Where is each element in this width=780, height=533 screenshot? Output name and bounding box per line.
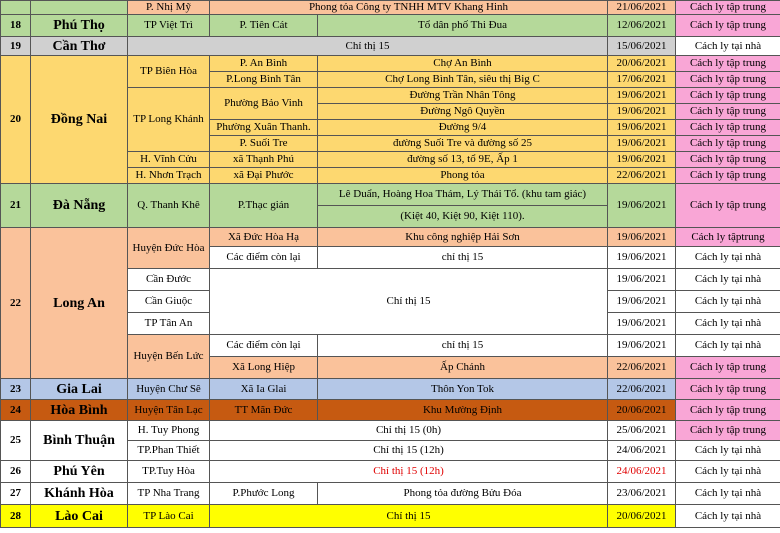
measure-cell: chỉ thị 15 (318, 335, 608, 357)
row-number: 20 (1, 56, 31, 184)
province-name: Bình Thuận (31, 421, 128, 461)
date-cell: 20/06/2021 (608, 56, 676, 72)
row-number: 22 (1, 228, 31, 379)
measure-cell: Đường 9/4 (318, 120, 608, 136)
measure-cell: Chỉ thị 15 (128, 37, 608, 56)
table-row (1, 1, 780, 15)
measure-cell: Phong tỏa đường Bửu Đóa (318, 483, 608, 505)
table-row (1, 483, 780, 505)
status-cell: Cách ly tập trung (676, 379, 780, 400)
status-cell: Cách ly tại nhà (676, 441, 780, 461)
district-cell: Cần Đước (128, 269, 210, 291)
row-number: 28 (1, 505, 31, 528)
status-cell: Cách ly tại nhà (676, 269, 780, 291)
date-cell: 19/06/2021 (608, 88, 676, 104)
province-name: Khánh Hòa (31, 483, 128, 505)
date-cell: 25/06/2021 (608, 421, 676, 441)
row-number: 23 (1, 379, 31, 400)
date-cell: 22/06/2021 (608, 357, 676, 379)
district-cell: TP.Tuy Hòa (128, 461, 210, 483)
status-cell: Cách ly tập trung (676, 15, 780, 37)
row-number: 18 (1, 15, 31, 37)
date-cell: 22/06/2021 (608, 168, 676, 184)
table-row (1, 379, 780, 400)
table-row (1, 505, 780, 528)
ward-cell: Các điểm còn lại (210, 335, 318, 357)
district-cell: TP Biên Hòa (128, 56, 210, 88)
district-cell: Q. Thanh Khê (128, 184, 210, 228)
table-row (1, 400, 780, 421)
district-cell: Huyện Bến Lức (128, 335, 210, 379)
date-cell: 24/06/2021 (608, 441, 676, 461)
district-cell: Cần Giuộc (128, 291, 210, 313)
ward-cell: Phường Bảo Vinh (210, 88, 318, 120)
district-cell: TP Tân An (128, 313, 210, 335)
district-cell: H. Vĩnh Cửu (128, 152, 210, 168)
row-number: 27 (1, 483, 31, 505)
date-cell: 19/06/2021 (608, 152, 676, 168)
row-number: 19 (1, 37, 31, 56)
date-cell: 24/06/2021 (608, 461, 676, 483)
measure-cell: Chỉ thị 15 (12h) (210, 441, 608, 461)
province-name: Phú Yên (31, 461, 128, 483)
ward-cell: P. Tiên Cát (210, 15, 318, 37)
ward-cell: P.Thạc gián (210, 184, 318, 228)
province-name: Đà Nẵng (31, 184, 128, 228)
status-cell: Cách ly tập trung (676, 400, 780, 421)
status-cell: Cách ly tập trung (676, 136, 780, 152)
row-number: 24 (1, 400, 31, 421)
status-cell: Cách ly tập trung (676, 152, 780, 168)
row-number: 26 (1, 461, 31, 483)
date-cell: 20/06/2021 (608, 400, 676, 421)
district-cell: TP Long Khánh (128, 88, 210, 152)
measure-cell: Phong tỏa (318, 168, 608, 184)
district-cell: TP Việt Trì (128, 15, 210, 37)
province-name: Phú Thọ (31, 15, 128, 37)
date-cell: 19/06/2021 (608, 313, 676, 335)
row-number: 21 (1, 184, 31, 228)
table-row (1, 15, 780, 37)
status-cell: Cách ly tại nhà (676, 505, 780, 528)
ward-cell: P. An Bình (210, 56, 318, 72)
province-name: Lào Cai (31, 505, 128, 528)
status-cell: Cách ly tập trung (676, 56, 780, 72)
date-cell: 21/06/2021 (608, 1, 676, 15)
status-cell: Cách ly tại nhà (676, 313, 780, 335)
status-cell: Cách ly tập trung (676, 168, 780, 184)
ward-cell: P. Nhị Mỹ (128, 1, 210, 15)
status-cell: Cách ly tập trung (676, 104, 780, 120)
date-cell: 22/06/2021 (608, 379, 676, 400)
table-row (1, 184, 780, 206)
status-cell: Cách ly tại nhà (676, 483, 780, 505)
measure-cell: Phong tỏa Công ty TNHH MTV Khang Hinh (210, 1, 608, 15)
measure-cell: Chợ An Bình (318, 56, 608, 72)
date-cell: 12/06/2021 (608, 15, 676, 37)
province-name: Long An (31, 228, 128, 379)
date-cell: 17/06/2021 (608, 72, 676, 88)
status-cell: Cách ly tập trung (676, 1, 780, 15)
date-cell: 19/06/2021 (608, 184, 676, 228)
district-cell: Huyện Đức Hòa (128, 228, 210, 269)
status-cell: Cách ly tại nhà (676, 461, 780, 483)
measure-cell: Chỉ thị 15 (210, 505, 608, 528)
ward-cell: Xã Đức Hòa Hạ (210, 228, 318, 247)
district-cell: TP Lào Cai (128, 505, 210, 528)
province-name: Hòa Bình (31, 400, 128, 421)
status-cell: Cách ly tập trung (676, 120, 780, 136)
row-number: 25 (1, 421, 31, 461)
ward-cell: Xã Ia Glai (210, 379, 318, 400)
measure-cell: Ấp Chánh (318, 357, 608, 379)
measure-cell: Khu Mường Định (318, 400, 608, 421)
province-name: Đồng Nai (31, 56, 128, 184)
ward-cell: xã Đại Phước (210, 168, 318, 184)
status-cell: Cách ly tập trung (676, 357, 780, 379)
date-cell: 19/06/2021 (608, 335, 676, 357)
ward-cell: TT Mãn Đức (210, 400, 318, 421)
district-cell: Huyện Tân Lạc (128, 400, 210, 421)
measure-cell: Lê Duẩn, Hoàng Hoa Thám, Lý Thái Tổ. (khu tam giác) (318, 184, 608, 206)
status-cell: Cách ly tậptrung (676, 228, 780, 247)
status-cell: Cách ly tập trung (676, 184, 780, 228)
status-cell: Cách ly tại nhà (676, 291, 780, 313)
ward-cell: P. Suối Tre (210, 136, 318, 152)
date-cell: 23/06/2021 (608, 483, 676, 505)
measure-cell: chỉ thị 15 (318, 247, 608, 269)
measure-cell: Khu công nghiệp Hải Sơn (318, 228, 608, 247)
date-cell: 20/06/2021 (608, 505, 676, 528)
district-cell: Huyện Chư Sê (128, 379, 210, 400)
date-cell: 19/06/2021 (608, 247, 676, 269)
date-cell: 19/06/2021 (608, 104, 676, 120)
date-cell: 19/06/2021 (608, 291, 676, 313)
table-row (1, 461, 780, 483)
status-cell: Cách ly tập trung (676, 88, 780, 104)
ward-cell: Phường Xuân Thanh. (210, 120, 318, 136)
ward-cell: Các điểm còn lại (210, 247, 318, 269)
province-name: Gia Lai (31, 379, 128, 400)
date-cell: 19/06/2021 (608, 269, 676, 291)
province-name: Cần Thơ (31, 37, 128, 56)
status-cell: Cách ly tại nhà (676, 247, 780, 269)
ward-cell: Xã Long Hiệp (210, 357, 318, 379)
table-row (1, 56, 780, 72)
measure-cell: Đường Ngô Quyền (318, 104, 608, 120)
measure-cell: Chợ Long Bình Tân, siêu thị Big C (318, 72, 608, 88)
ward-cell: P.Phước Long (210, 483, 318, 505)
table-row (1, 421, 780, 441)
date-cell: 15/06/2021 (608, 37, 676, 56)
measure-cell: Thôn Yon Tok (318, 379, 608, 400)
measure-cell: đường số 13, tổ 9E, Ấp 1 (318, 152, 608, 168)
status-cell: Cách ly tập trung (676, 72, 780, 88)
date-cell: 19/06/2021 (608, 120, 676, 136)
measure-cell: Chỉ thị 15 (12h) (210, 461, 608, 483)
district-cell: TP.Phan Thiết (128, 441, 210, 461)
measure-cell: đường Suối Tre và đường số 25 (318, 136, 608, 152)
status-cell: Cách ly tại nhà (676, 37, 780, 56)
district-cell: H. Nhơn Trạch (128, 168, 210, 184)
date-cell: 19/06/2021 (608, 136, 676, 152)
measure-cell: Chỉ thị 15 (210, 269, 608, 335)
measure-cell: Chỉ thị 15 (0h) (210, 421, 608, 441)
measure-cell: Tổ dân phố Thi Đua (318, 15, 608, 37)
status-cell: Cách ly tại nhà (676, 335, 780, 357)
table-row (1, 228, 780, 247)
date-cell: 19/06/2021 (608, 228, 676, 247)
ward-cell: xã Thạnh Phú (210, 152, 318, 168)
ward-cell: P.Long Bình Tân (210, 72, 318, 88)
measure-cell: (Kiệt 40, Kiệt 90, Kiệt 110). (318, 206, 608, 228)
table-row (1, 37, 780, 56)
status-cell: Cách ly tập trung (676, 421, 780, 441)
district-cell: TP Nha Trang (128, 483, 210, 505)
measure-cell: Đường Trần Nhân Tông (318, 88, 608, 104)
district-cell: H. Tuy Phong (128, 421, 210, 441)
